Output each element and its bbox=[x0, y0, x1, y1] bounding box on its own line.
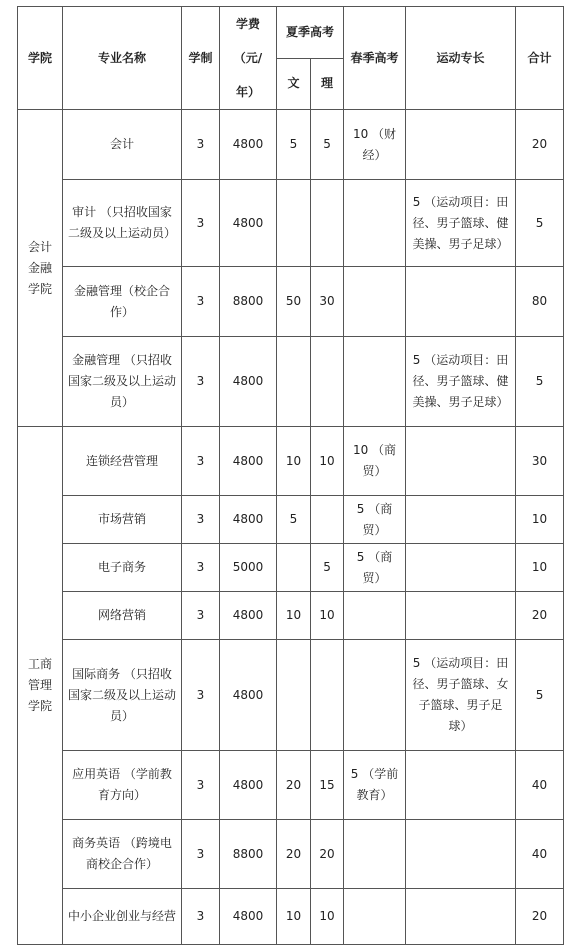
table-row bbox=[18, 820, 564, 889]
science-cell bbox=[311, 337, 344, 427]
header-major: 专业名称 bbox=[63, 7, 182, 110]
header-row bbox=[18, 7, 564, 59]
years-cell: 3 bbox=[182, 427, 220, 496]
table-row bbox=[18, 544, 564, 592]
science-cell bbox=[311, 496, 344, 544]
science-cell: 5 bbox=[311, 544, 344, 592]
science-cell: 10 bbox=[311, 889, 344, 945]
fee-cell: 4800 bbox=[220, 640, 277, 751]
table-row bbox=[18, 640, 564, 751]
college-name: 工商管理学院 bbox=[18, 427, 63, 945]
header-summer: 夏季高考 bbox=[277, 7, 344, 59]
spring-cell: 5 （商贸） bbox=[344, 496, 406, 544]
total-cell: 5 bbox=[516, 180, 564, 267]
total-cell: 10 bbox=[516, 496, 564, 544]
total-cell: 20 bbox=[516, 592, 564, 640]
arts-cell: 20 bbox=[277, 820, 311, 889]
major-name: 商务英语 （跨境电商校企合作） bbox=[63, 820, 182, 889]
fee-cell: 4800 bbox=[220, 496, 277, 544]
total-cell: 40 bbox=[516, 820, 564, 889]
spring-cell bbox=[344, 889, 406, 945]
table-row bbox=[18, 267, 564, 337]
major-name: 电子商务 bbox=[63, 544, 182, 592]
table-row bbox=[18, 427, 564, 496]
arts-cell: 5 bbox=[277, 110, 311, 180]
science-cell bbox=[311, 640, 344, 751]
science-cell: 15 bbox=[311, 751, 344, 820]
science-cell: 5 bbox=[311, 110, 344, 180]
spring-cell bbox=[344, 267, 406, 337]
table-row bbox=[18, 592, 564, 640]
sports-cell bbox=[406, 820, 516, 889]
table-row bbox=[18, 337, 564, 427]
sports-cell bbox=[406, 751, 516, 820]
arts-cell bbox=[277, 640, 311, 751]
arts-cell: 10 bbox=[277, 889, 311, 945]
fee-cell: 4800 bbox=[220, 427, 277, 496]
years-cell: 3 bbox=[182, 110, 220, 180]
sports-cell bbox=[406, 496, 516, 544]
years-cell: 3 bbox=[182, 544, 220, 592]
major-name: 会计 bbox=[63, 110, 182, 180]
total-cell: 5 bbox=[516, 640, 564, 751]
spring-cell bbox=[344, 640, 406, 751]
sports-cell bbox=[406, 592, 516, 640]
total-cell: 5 bbox=[516, 337, 564, 427]
sports-cell bbox=[406, 889, 516, 945]
arts-cell bbox=[277, 337, 311, 427]
total-cell: 80 bbox=[516, 267, 564, 337]
science-cell: 30 bbox=[311, 267, 344, 337]
fee-cell: 4800 bbox=[220, 592, 277, 640]
science-cell bbox=[311, 180, 344, 267]
sports-cell bbox=[406, 427, 516, 496]
years-cell: 3 bbox=[182, 267, 220, 337]
major-name: 国际商务 （只招收国家二级及以上运动员） bbox=[63, 640, 182, 751]
header-years: 学制 bbox=[182, 7, 220, 110]
header-sports: 运动专长 bbox=[406, 7, 516, 110]
years-cell: 3 bbox=[182, 889, 220, 945]
arts-cell bbox=[277, 180, 311, 267]
major-name: 连锁经营管理 bbox=[63, 427, 182, 496]
spring-cell: 5 （学前教育） bbox=[344, 751, 406, 820]
total-cell: 10 bbox=[516, 544, 564, 592]
fee-cell: 4800 bbox=[220, 110, 277, 180]
header-fee bbox=[220, 7, 277, 110]
arts-cell: 10 bbox=[277, 427, 311, 496]
years-cell: 3 bbox=[182, 337, 220, 427]
header-science: 理 bbox=[311, 58, 344, 110]
spring-cell bbox=[344, 337, 406, 427]
fee-cell: 8800 bbox=[220, 267, 277, 337]
major-name: 金融管理（校企合作） bbox=[63, 267, 182, 337]
fee-cell: 4800 bbox=[220, 180, 277, 267]
major-name: 应用英语 （学前教育方向） bbox=[63, 751, 182, 820]
table-row bbox=[18, 889, 564, 945]
total-cell: 20 bbox=[516, 889, 564, 945]
header-fee-line1: 学费 bbox=[235, 17, 260, 31]
fee-cell: 5000 bbox=[220, 544, 277, 592]
science-cell: 10 bbox=[311, 592, 344, 640]
major-name: 审计 （只招收国家二级及以上运动员） bbox=[63, 180, 182, 267]
sports-cell: 5 （运动项目：田径、男子篮球、女子篮球、男子足球） bbox=[406, 640, 516, 751]
admissions-table bbox=[17, 6, 564, 945]
arts-cell: 10 bbox=[277, 592, 311, 640]
fee-cell: 4800 bbox=[220, 751, 277, 820]
years-cell: 3 bbox=[182, 496, 220, 544]
spring-cell: 10 （商贸） bbox=[344, 427, 406, 496]
total-cell: 20 bbox=[516, 110, 564, 180]
header-fee-line2: （元/年） bbox=[233, 51, 263, 99]
years-cell: 3 bbox=[182, 592, 220, 640]
major-name: 金融管理 （只招收国家二级及以上运动员） bbox=[63, 337, 182, 427]
fee-cell: 8800 bbox=[220, 820, 277, 889]
sports-cell bbox=[406, 544, 516, 592]
header-arts: 文 bbox=[277, 58, 311, 110]
science-cell: 20 bbox=[311, 820, 344, 889]
science-cell: 10 bbox=[311, 427, 344, 496]
sports-cell bbox=[406, 267, 516, 337]
header-total: 合计 bbox=[516, 7, 564, 110]
table-row bbox=[18, 751, 564, 820]
total-cell: 40 bbox=[516, 751, 564, 820]
spring-cell: 10 （财经） bbox=[344, 110, 406, 180]
arts-cell bbox=[277, 544, 311, 592]
major-name: 中小企业创业与经营 bbox=[63, 889, 182, 945]
fee-cell: 4800 bbox=[220, 889, 277, 945]
header-spring: 春季高考 bbox=[344, 7, 406, 110]
table-row bbox=[18, 496, 564, 544]
spring-cell: 5 （商贸） bbox=[344, 544, 406, 592]
major-name: 网络营销 bbox=[63, 592, 182, 640]
header-college: 学院 bbox=[18, 7, 63, 110]
college-name: 会计金融学院 bbox=[18, 110, 63, 427]
spring-cell bbox=[344, 592, 406, 640]
sports-cell: 5 （运动项目：田径、男子篮球、健美操、男子足球） bbox=[406, 337, 516, 427]
spring-cell bbox=[344, 180, 406, 267]
total-cell: 30 bbox=[516, 427, 564, 496]
arts-cell: 20 bbox=[277, 751, 311, 820]
years-cell: 3 bbox=[182, 820, 220, 889]
years-cell: 3 bbox=[182, 751, 220, 820]
fee-cell: 4800 bbox=[220, 337, 277, 427]
years-cell: 3 bbox=[182, 180, 220, 267]
years-cell: 3 bbox=[182, 640, 220, 751]
table-row bbox=[18, 180, 564, 267]
major-name: 市场营销 bbox=[63, 496, 182, 544]
table-row bbox=[18, 110, 564, 180]
sports-cell: 5 （运动项目：田径、男子篮球、健美操、男子足球） bbox=[406, 180, 516, 267]
arts-cell: 5 bbox=[277, 496, 311, 544]
arts-cell: 50 bbox=[277, 267, 311, 337]
spring-cell bbox=[344, 820, 406, 889]
sports-cell bbox=[406, 110, 516, 180]
